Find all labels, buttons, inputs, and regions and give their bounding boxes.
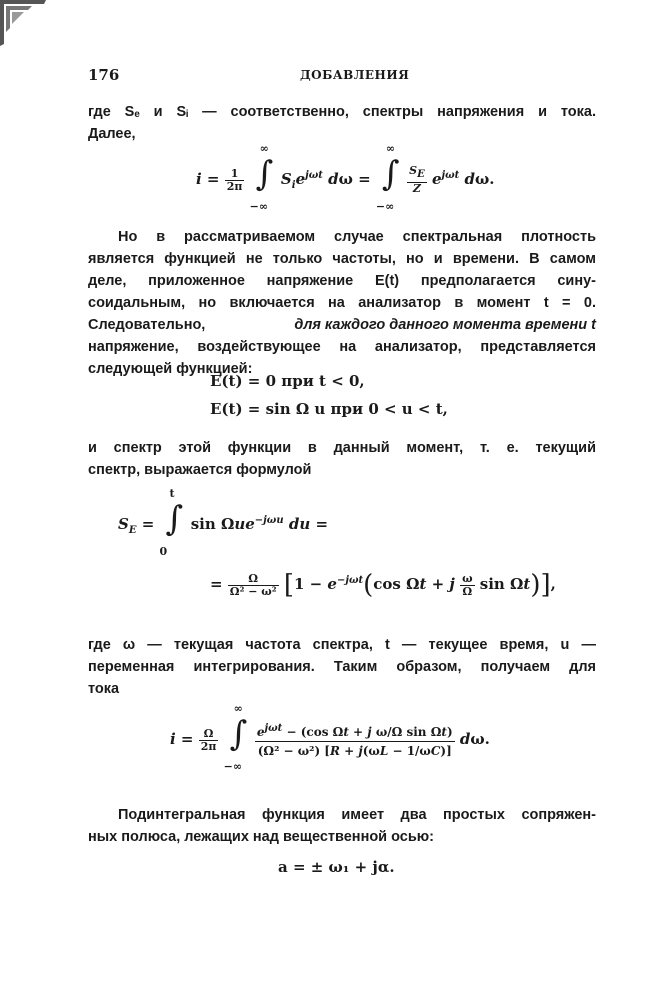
page-number: 176 <box>88 66 120 84</box>
text-line: следующей функцией: <box>88 361 253 377</box>
formula-poles: a = ± ω₁ + jα. <box>278 858 395 876</box>
text-line: и спектр этой функции в данный момент, т. е. текущий <box>88 440 596 456</box>
formula-spectrum-result: = $\frac{\Omega}{\text{Ω² − ω²}}$ [$1 - e^{-j\omega t}(\cos$ Ωt + j $\frac{\omega}{\Omega}$ sin Ωt)], <box>210 570 556 600</box>
text-line: деле, приложенное напряжение E(t) предполагается сину- <box>88 273 596 289</box>
formula-voltage-sin: E(t) = sin Ω u при 0 < u < t, <box>210 400 448 418</box>
running-title: ДОБАВЛЕНИЯ <box>300 68 410 82</box>
formula-voltage-zero: E(t) = 0 при t < 0, <box>210 372 365 390</box>
text-line: напряжение, воздействующее на анализатор, представляется <box>88 339 596 355</box>
text-line: переменная интегрирования. Таким образом, получаем для <box>88 659 596 675</box>
text-line: соидальным, но включается на анализатор в момент t = 0. <box>88 295 596 311</box>
text-line: является функцией не только частоты, но и времени. В самом <box>88 251 596 267</box>
text-line: спектр, выражается формулой <box>88 462 312 478</box>
text-line: где Sₑ и Sᵢ — соответственно, спектры напряжения и тока. <box>88 104 596 120</box>
text-line: Подинтегральная функция имеет два простых сопряжен- <box>118 807 596 823</box>
formula-source-f4 <box>0 0 1 1</box>
text-line: тока <box>88 681 120 697</box>
text-fragment: Следовательно, <box>88 317 206 333</box>
formula-current-integral: i = $\frac{1}{2\pi}$ ∫ ∞ −∞ $S_ie^{j\omega t}$ dω = ∫ ∞ −∞ $\frac{S_E}{Z}$ $e^{j\omega t}$ dω. <box>196 142 495 213</box>
text-line: где ω — текущая частота спектра, t — текущее время, u — <box>88 637 596 653</box>
text-line: Но в рассматриваемом случае спектральная плотность <box>118 229 596 245</box>
corner-ornament-icon <box>0 0 46 46</box>
formula-spectrum-integral: $S_E$ = ∫ t 0 sin Ωue$^{-j\omega u}$ du = <box>118 487 329 558</box>
formula-current-result: i = $\frac{\Omega}{2\pi}$ ∫ ∞ −∞ $\frac{e^{j\omega t} - (\cos \Omega t + j \omega/\Omega \sin \Omega t)}{\text{(Ω² − ω²) [R + j(ωL − 1/ωC)]}}$ dω. <box>170 702 490 773</box>
emphasis-text: для каждого данного момента времени t <box>294 317 596 333</box>
text-line: ных полюса, лежащих над вещественной осью: <box>88 829 434 845</box>
text-line: Далее, <box>88 126 136 142</box>
text-line <box>88 314 596 336</box>
